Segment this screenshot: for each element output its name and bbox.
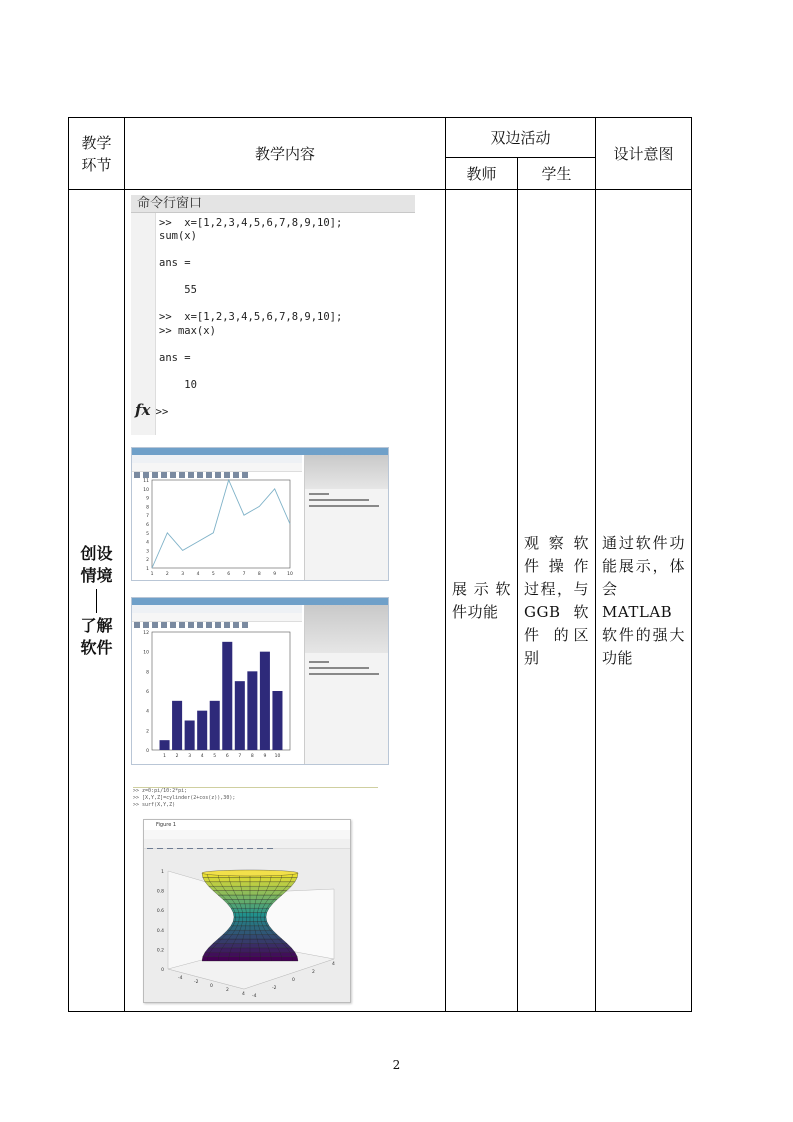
x-tick-label: 6 bbox=[227, 571, 231, 577]
command-line: 10 bbox=[159, 378, 197, 391]
bar-plot-window bbox=[131, 597, 389, 765]
x-tick-label: 9 bbox=[263, 753, 267, 759]
x-tick-label: 2 bbox=[175, 753, 179, 759]
y-tick-label: 2 bbox=[312, 969, 315, 975]
x-tick-label: 1 bbox=[163, 753, 166, 759]
command-line: ans = bbox=[159, 257, 191, 269]
window-menubar bbox=[132, 605, 302, 613]
y-tick-label: -2 bbox=[272, 985, 277, 991]
command-line: >> x=[1,2,3,4,5,6,7,8,9,10]; bbox=[159, 216, 343, 229]
stage-line-3: 了解 bbox=[80, 615, 113, 635]
y-tick-label: 4 bbox=[146, 540, 149, 546]
y-tick-label: 8 bbox=[146, 504, 149, 510]
window-toolbar bbox=[132, 463, 302, 472]
bar bbox=[272, 691, 282, 750]
z-tick-label: 1 bbox=[161, 869, 164, 875]
y-tick-label: 11 bbox=[143, 478, 149, 484]
window-toolbar bbox=[132, 613, 302, 622]
command-line bbox=[159, 365, 342, 379]
student-activity: 观 察 软 件 操 作 过程，与 GGB 软件 的区别 bbox=[524, 533, 590, 667]
header-student: 学生 bbox=[518, 158, 596, 190]
x-tick-label: 3 bbox=[188, 753, 192, 759]
command-line: 55 bbox=[159, 284, 197, 296]
command-line bbox=[159, 298, 342, 312]
surface-command-lines: >> z=0:pi/10:2*pi; >> [X,Y,Z]=cylinder(2+cos(z)),30); >> surf(X,Y,Z) bbox=[133, 787, 378, 818]
x-tick-label: 1 bbox=[150, 571, 154, 577]
workspace-header bbox=[305, 455, 388, 489]
bar bbox=[210, 700, 220, 749]
x-tick-label: 3 bbox=[181, 571, 185, 577]
header-stage bbox=[69, 118, 125, 190]
x-tick-label: 4 bbox=[196, 571, 200, 577]
line-plot-window bbox=[131, 447, 389, 581]
command-window-lines bbox=[159, 217, 342, 406]
y-tick-label: 10 bbox=[143, 487, 149, 493]
fx-icon: fx >> bbox=[135, 400, 169, 419]
z-tick-label: 0 bbox=[161, 967, 164, 973]
y-tick-label: -4 bbox=[252, 993, 257, 999]
y-tick-label: 0 bbox=[292, 977, 295, 983]
window-menubar bbox=[132, 455, 302, 463]
x-tick-label: 0 bbox=[210, 983, 213, 989]
x-tick-label: 6 bbox=[225, 753, 229, 759]
y-tick-label: 0 bbox=[146, 748, 149, 754]
command-prompt: >> bbox=[155, 405, 169, 418]
figure-menubar bbox=[144, 830, 350, 839]
y-tick-label: 4 bbox=[146, 709, 149, 715]
content-images bbox=[125, 191, 445, 1011]
surface-plot bbox=[144, 849, 350, 1002]
surface-top-rim bbox=[202, 870, 298, 876]
bar bbox=[247, 671, 257, 750]
x-tick-label: 10 bbox=[274, 753, 281, 759]
header-intent: 设计意图 bbox=[596, 118, 692, 190]
y-tick-label: 8 bbox=[146, 669, 149, 675]
y-tick-label: 4 bbox=[332, 961, 335, 967]
workspace-header bbox=[305, 605, 388, 653]
window-titlebar bbox=[132, 598, 388, 605]
surface-screenshot bbox=[125, 787, 385, 1013]
y-tick-label: 6 bbox=[146, 689, 149, 695]
line-plot-chart bbox=[134, 472, 302, 580]
y-tick-label: 5 bbox=[146, 531, 149, 537]
x-tick-label: 4 bbox=[242, 991, 245, 997]
y-tick-label: 2 bbox=[146, 557, 149, 563]
y-tick-label: 9 bbox=[146, 496, 149, 502]
intent-cell bbox=[596, 190, 692, 1012]
x-tick-label: 7 bbox=[242, 571, 246, 577]
workspace-panel bbox=[304, 605, 388, 764]
design-intent: 通过软件功能展示，体会 MATLAB 软件的强大功能 bbox=[602, 533, 686, 667]
y-tick-label: 3 bbox=[146, 548, 149, 554]
stage-line-2: 情境 bbox=[80, 565, 113, 585]
z-tick-label: 0.6 bbox=[156, 908, 164, 914]
header-teacher: 教师 bbox=[446, 158, 518, 190]
content-cell bbox=[125, 190, 446, 1012]
figure-window bbox=[143, 819, 351, 1003]
command-line bbox=[159, 271, 342, 285]
workspace-panel bbox=[304, 455, 388, 580]
bar bbox=[222, 641, 232, 749]
command-line bbox=[159, 244, 342, 258]
x-tick-label: 8 bbox=[250, 753, 254, 759]
y-tick-label: 6 bbox=[146, 522, 149, 528]
header-activity: 双边活动 bbox=[446, 118, 596, 158]
command-line: >> max(x) bbox=[159, 324, 216, 337]
figure-title: Figure 1 bbox=[144, 820, 350, 830]
command-line: sum(x) bbox=[159, 230, 197, 242]
x-tick-label: -4 bbox=[178, 975, 183, 981]
x-tick-label: 2 bbox=[165, 571, 169, 577]
stage-line-4: 软件 bbox=[80, 637, 113, 657]
teacher-cell bbox=[446, 190, 518, 1012]
stage-line-1: 创设 bbox=[80, 543, 113, 563]
command-line bbox=[159, 338, 342, 352]
x-tick-label: 5 bbox=[213, 753, 217, 759]
window-titlebar bbox=[132, 448, 388, 455]
figure-toolbar bbox=[144, 839, 350, 849]
x-tick-label: 10 bbox=[287, 571, 293, 577]
y-tick-label: 1 bbox=[146, 566, 149, 572]
y-tick-label: 10 bbox=[143, 650, 149, 656]
teacher-activity: 展 示 软 件功能 bbox=[452, 579, 511, 621]
student-cell bbox=[518, 190, 596, 1012]
bar bbox=[160, 740, 170, 750]
x-tick-label: 9 bbox=[273, 571, 277, 577]
stage-divider bbox=[96, 589, 98, 613]
x-tick-label: -2 bbox=[194, 979, 199, 985]
bar bbox=[197, 710, 207, 749]
command-window-screenshot bbox=[131, 195, 415, 435]
header-stage-text: 教学 环节 bbox=[81, 133, 112, 174]
z-tick-label: 0.8 bbox=[156, 889, 164, 895]
x-tick-label: 4 bbox=[200, 753, 204, 759]
x-tick-label: 2 bbox=[226, 987, 229, 993]
command-line: >> x=[1,2,3,4,5,6,7,8,9,10]; bbox=[159, 311, 343, 323]
page-number: 2 bbox=[392, 1058, 401, 1072]
plot-axes bbox=[152, 480, 290, 568]
x-tick-label: 8 bbox=[257, 571, 261, 577]
y-tick-label: 7 bbox=[146, 513, 149, 519]
bar-plot-chart bbox=[134, 622, 302, 764]
header-content: 教学内容 bbox=[125, 118, 446, 190]
x-tick-label: 5 bbox=[211, 571, 215, 577]
y-tick-label: 2 bbox=[146, 728, 149, 734]
bar bbox=[235, 681, 245, 750]
lesson-table bbox=[68, 117, 692, 1012]
command-line: ans = bbox=[159, 351, 191, 364]
x-tick-label: 7 bbox=[238, 753, 242, 759]
command-line bbox=[159, 392, 342, 406]
bar bbox=[185, 720, 195, 750]
y-tick-label: 12 bbox=[143, 630, 149, 636]
bar bbox=[260, 651, 270, 749]
stage-cell bbox=[69, 190, 125, 1012]
z-tick-label: 0.4 bbox=[156, 928, 164, 934]
bar bbox=[172, 700, 182, 749]
command-window-title: 命令行窗口 bbox=[131, 195, 415, 213]
z-tick-label: 0.2 bbox=[156, 947, 164, 953]
